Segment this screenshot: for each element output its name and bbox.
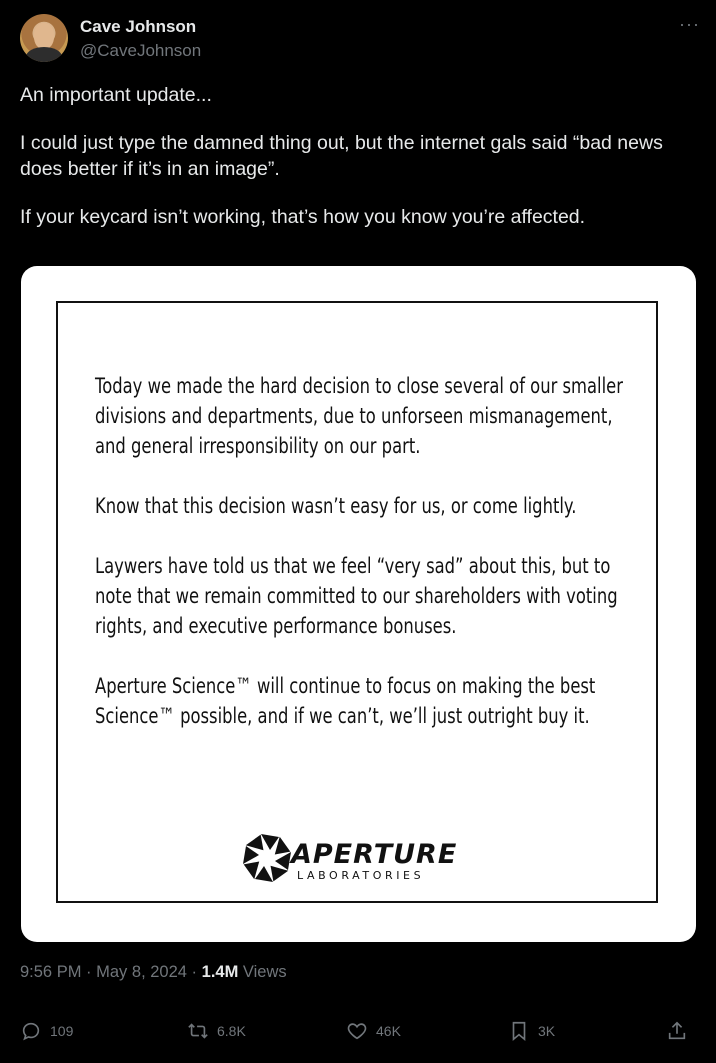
avatar[interactable] <box>20 14 68 62</box>
like-count: 46K <box>376 1023 401 1039</box>
tweet-header <box>20 12 700 64</box>
reply-button[interactable] <box>20 1020 73 1042</box>
tweet-meta <box>20 963 287 982</box>
reply-count: 109 <box>50 1023 74 1039</box>
tweet-paragraph: If your keycard isn’t working, that’s how you know you’re affected. <box>20 206 586 228</box>
like-icon <box>346 1020 368 1042</box>
meta-separator: · <box>86 963 97 981</box>
aperture-logo-icon <box>241 832 293 884</box>
aperture-logo <box>241 828 481 892</box>
tweet-paragraph: I could just type the damned thing out, but the internet gals said “bad news does better if it’s in an image”. <box>20 132 663 180</box>
author-name[interactable]: Cave Johnson <box>80 17 197 36</box>
bookmark-button[interactable] <box>508 1020 555 1042</box>
logo-wordmark: APERTURE <box>291 839 458 870</box>
meta-separator: · <box>191 963 202 981</box>
notice-frame <box>56 301 658 903</box>
notice-body <box>95 371 635 761</box>
notice-paragraph: Know that this decision wasn’t easy for us, or come lightly. <box>95 494 577 518</box>
author-handle[interactable]: @CaveJohnson <box>80 41 202 60</box>
logo-subtitle: LABORATORIES <box>297 869 425 882</box>
bookmark-icon <box>508 1020 530 1042</box>
retweet-button[interactable] <box>187 1020 246 1042</box>
bookmark-count: 3K <box>538 1023 556 1039</box>
more-icon[interactable]: ··· <box>679 14 700 34</box>
tweet-time[interactable]: 9:56 PM <box>20 963 82 981</box>
notice-paragraph: Laywers have told us that we feel “very sad” about this, but to note that we remain committed to our shareholders with voting rights, and executive performance bonuses. <box>95 554 618 638</box>
views-count: 1.4M <box>201 963 239 981</box>
tweet-text <box>20 82 696 252</box>
share-button[interactable] <box>666 1020 688 1042</box>
tweet-date[interactable]: May 8, 2024 <box>96 963 187 981</box>
tweet-actions <box>20 1020 696 1046</box>
retweet-count: 6.8K <box>217 1023 246 1039</box>
like-button[interactable] <box>346 1020 401 1042</box>
retweet-icon <box>187 1020 209 1042</box>
tweet-image[interactable] <box>21 266 696 942</box>
share-icon <box>666 1020 688 1042</box>
reply-icon <box>20 1020 42 1042</box>
tweet-paragraph: An important update... <box>20 84 212 106</box>
notice-paragraph: Aperture Science™ will continue to focus on making the best Science™ possible, and if we can’t, we’ll just outright buy it. <box>95 674 596 728</box>
notice-paragraph: Today we made the hard decision to close several of our smaller divisions and departments, due to unforseen mismanagement, and general irresponsibility on our part. <box>95 374 623 458</box>
views-label: Views <box>242 963 287 981</box>
